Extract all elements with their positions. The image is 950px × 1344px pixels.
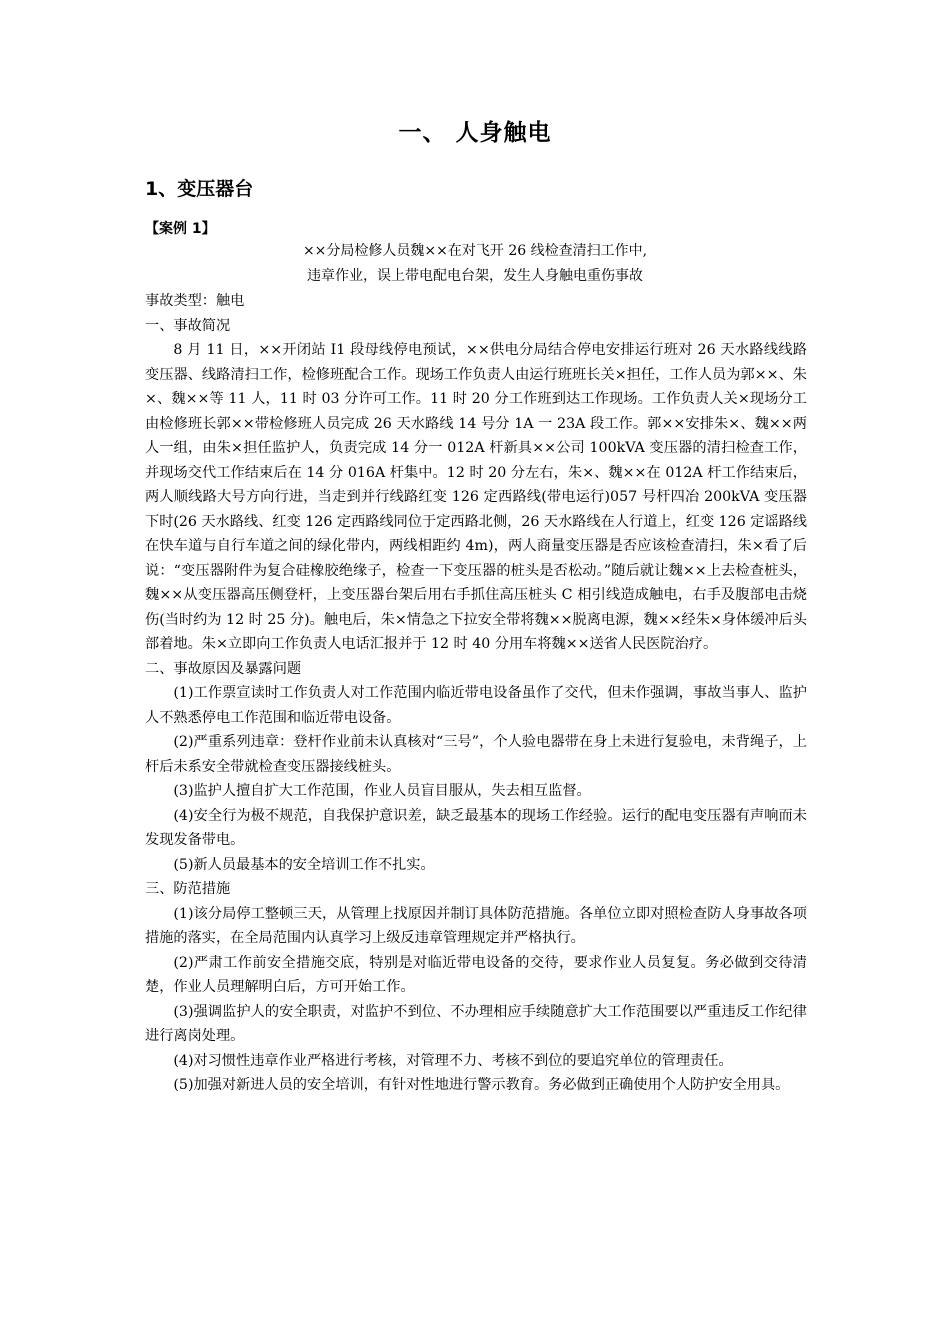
cause-item: (5)新人员最基本的安全培训工作不扎实。 [173,856,435,873]
heading-causes: 二、事故原因及暴露问题 [145,660,302,677]
cause-item: (4)安全行为极不规范，自我保护意识差，缺乏最基本的现场工作经验。运行的配电变压器有声响而未发现发备带电。 [145,807,807,848]
measure-item: (1)该分局停工整顿三天，从管理上找原因并制订具体防范措施。各单位立即对照检查防人身事故各项措施的落实，在全局范围内认真学习上级反违章管理规定并严格执行。 [145,905,807,946]
case-title-line-2: 违章作业，误上带电配电台架，发生人身触电重伤事故 [307,268,643,284]
document-body [145,289,807,1098]
cause-item: (2)严重系列违章：登杆作业前未认真核对“三号”，个人验电器带在身上未进行复验电，未背绳子，上杆后未系安全带就检查变压器接线桩头。 [145,734,807,775]
case-label: 【案例 1】 [145,221,216,237]
measure-item: (3)强调监护人的安全职责，对监护不到位、不办理相应手续随意扩大工作范围要以严重违反工作纪律进行离岗处理。 [145,1003,807,1044]
overview-paragraph: 8 月 11 日，××开闭站 I1 段母线停电预试，××供电分局结合停电安排运行班对 26 天水路线线路变压器、线路清扫工作，检修班配合工作。现场工作负责人由运行班班长关×担任，工作人员为郭××、朱×、魏××等 11 人，11 时 03 分许可工作。11 时 20 分工作班到达工作现场。工作负责人关×现场分工由检修班长郭××带检修班人员完成 26 天水路线 14 号分 1A 一 23A 段工作。郭××安排朱×、魏××两人一组，由朱×担任监护人，负责完成 14 分一 012A 杆新具××公司 100kVA 变压器的清扫检查工作，并现场交代工作结束后在 14 分 016A 杆集中。12 时 20 分左右，朱×、魏××在 012A 杆工作结束后，两人顺线路大号方向行进，当走到并行线路红变 126 定西路线(带电运行)057 号杆四冶 200kVA 变压器下时(26 天水路线、红变 126 定西路线同位于定西路北侧，26 天水路线在人行道上，红变 126 定谣路线在快车道与自行车道之间的绿化带内，两线相距约 4m)，两人商量变压器是否应该检查清扫，朱×看了后说：“变压器附件为复合硅橡胶绝缘子，检查一下变压器的桩头是否松动。”随后就让魏××上去检查桩头，魏××从变压器高压侧登杆，上变压器台架后用右手抓住高压桩头 C 相引线造成触电，右手及腹部电击烧伤(当时约为 12 时 25 分)。触电后，朱×情急之下拉安全带将魏××脱离电源，魏××经朱×身体缓冲后头部着地。朱×立即向工作负责人电话汇报并于 12 时 40 分用车将魏××送省人民医院治疗。 [145,342,807,652]
section-title: 1、变压器台 [145,178,254,200]
heading-overview: 一、事故简况 [145,317,231,334]
measure-item: (5)加强对新进人员的安全培训，有针对性地进行警示教育。务必做到正确使用个人防护安全用具。 [173,1077,790,1093]
case-title-line-1: ××分局检修人员魏××在对飞开 26 线检查清扫工作中, [302,243,648,259]
heading-measures: 三、防范措施 [145,881,231,897]
measure-item: (2)严肃工作前安全措施交底，特别是对临近带电设备的交待，要求作业人员复复。务必做到交待清楚，作业人员理解明白后，方可开始工作。 [145,954,807,995]
chapter-title: 一、 人身触电 [398,120,552,146]
measure-item: (4)对习惯性违章作业严格进行考核，对管理不力、考核不到位的要追究单位的管理责任。 [173,1052,733,1069]
cause-item: (1)工作票宣读时工作负责人对工作范围内临近带电设备虽作了交代，但未作强调，事故当事人、监护人不熟悉停电工作范围和临近带电设备。 [145,685,807,726]
cause-item: (3)监护人擅自扩大工作范围，作业人员盲目服从，失去相互监督。 [173,783,591,799]
accident-type: 事故类型：触电 [145,293,245,309]
